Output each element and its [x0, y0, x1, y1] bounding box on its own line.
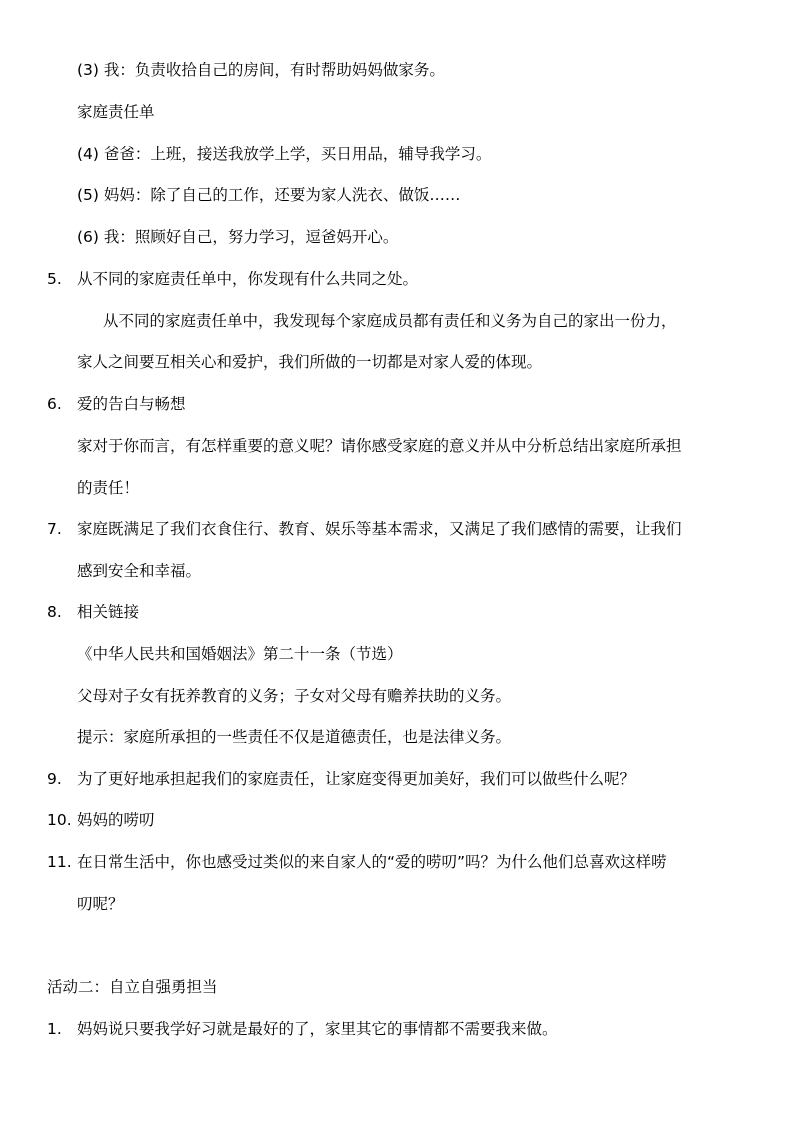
item-number: 1. [47, 1020, 62, 1038]
item-text-continued: 感到安全和幸福。 [77, 562, 202, 580]
item-text: 妈妈的唠叨 [77, 811, 155, 829]
item-number: 11. [47, 853, 72, 871]
responsibility-mom-line: (5) 妈妈：除了自己的工作，还要为家人洗衣、做饭…… [77, 186, 461, 204]
question-text: 的责任！ [77, 479, 140, 497]
item-number: 9. [47, 770, 62, 788]
item-text-continued: 叨呢？ [77, 895, 124, 913]
item-text: 家庭既满足了我们衣食住行、教育、娱乐等基本需求，又满足了我们感情的需要，让我们 [77, 520, 682, 538]
law-title: 《中华人民共和国婚姻法》第二十一条（节选） [77, 645, 403, 663]
item-text: 为了更好地承担起我们的家庭责任，让家庭变得更加美好，我们可以做些什么呢？ [77, 770, 636, 788]
item-text: 从不同的家庭责任单中，你发现有什么共同之处。 [77, 270, 419, 288]
responsibility-me-line-2: (6) 我：照顾好自己，努力学习，逗爸妈开心。 [77, 228, 399, 246]
activity-title: 活动二：自立自强勇担当 [47, 978, 218, 996]
responsibility-me-line: (3) 我：负责收拾自己的房间，有时帮助妈妈做家务。 [77, 61, 445, 79]
family-responsibility-list-heading: 家庭责任单 [77, 103, 155, 121]
item-text: 爱的告白与畅想 [77, 395, 186, 413]
item-number: 7. [47, 520, 62, 538]
item-number: 6. [47, 395, 62, 413]
item-text: 妈妈说只要我学好习就是最好的了，家里其它的事情都不需要我来做。 [77, 1020, 558, 1038]
tip-text: 提示：家庭所承担的一些责任不仅是道德责任，也是法律义务。 [77, 728, 512, 746]
item-text: 相关链接 [77, 603, 140, 621]
question-text: 家对于你而言，有怎样重要的意义呢？请你感受家庭的意义并从中分析总结出家庭所承担 [77, 437, 682, 455]
responsibility-dad-line: (4) 爸爸：上班，接送我放学上学，买日用品，辅导我学习。 [77, 145, 492, 163]
item-text: 在日常生活中，你也感受过类似的来自家人的“爱的唠叨”吗？为什么他们总喜欢这样唠 [77, 853, 667, 871]
item-number: 10. [47, 811, 72, 829]
law-text: 父母对子女有抚养教育的义务；子女对父母有赡养扶助的义务。 [77, 687, 512, 705]
answer-text: 从不同的家庭责任单中，我发现每个家庭成员都有责任和义务为自己的家出一份力， [103, 312, 677, 330]
item-number: 8. [47, 603, 62, 621]
answer-text: 家人之间要互相关心和爱护，我们所做的一切都是对家人爱的体现。 [77, 353, 543, 371]
item-number: 5. [47, 270, 62, 288]
